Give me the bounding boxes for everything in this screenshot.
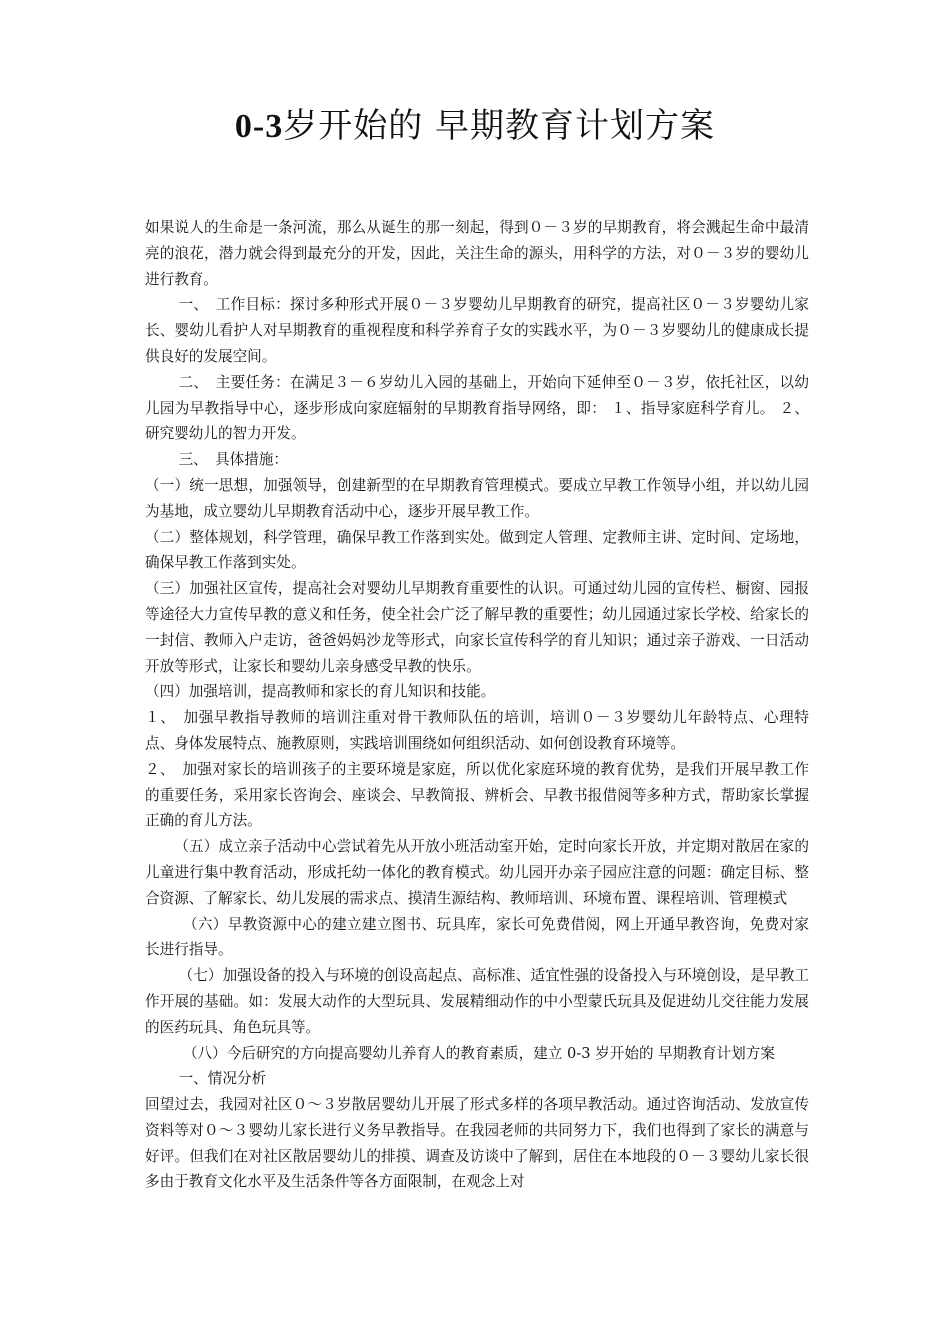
paragraph-training-1: １、 加强早教指导教师的培训注重对骨干教师队伍的培训，培训０－３岁婴幼儿年龄特点、心理特点、身体发展特点、施教原则，实践培训围绕如何组织活动、如何创设教育环境等。 <box>145 709 809 752</box>
paragraph-situation: 回望过去，我园对社区０～３岁散居婴幼儿开展了形式多样的各项早教活动。通过咨询活动、发放宣传资料等对０～３婴幼儿家长进行义务早教指导。在我园老师的共同努力下，我们也得到了家长的满意与好评。但我们在对社区散居婴幼儿的排摸、调查及访谈中了解到，居住在本地段的０－３婴幼儿家长很多由于教育文化水平及生活条件等各方面限制，在观念上对 <box>145 1096 809 1191</box>
document-title <box>0 104 950 149</box>
paragraph-measure-8: （八）今后研究的方向提高婴幼儿养育人的教育素质，建立 0-3 岁开始的 早期教育计划方案 <box>182 1044 775 1062</box>
paragraph-work-goal: 一、 工作目标：探讨多种形式开展０－３岁婴幼儿早期教育的研究，提高社区０－３岁婴幼儿家长、婴幼儿看护人对早期教育的重视程度和科学养育子女的实践水平，为０－３岁婴幼儿的健康成长提供良好的发展空间。 <box>145 296 809 365</box>
paragraph-measure-7: （七）加强设备的投入与环境的创设高起点、高标准、适宜性强的设备投入与环境创设，是早教工作开展的基础。如：发展大动作的大型玩具、发展精细动作的中小型蒙氏玩具及促进幼儿交往能力发展的医药玩具、角色玩具等。 <box>145 967 809 1036</box>
paragraph-measures-heading: 三、 具体措施： <box>178 451 289 469</box>
paragraph-measure-6: （六）早教资源中心的建立建立图书、玩具库，家长可免费借阅，网上开通早教咨询，免费对家长进行指导。 <box>145 915 809 959</box>
paragraph-main-task: 二、 主要任务：在满足３－６岁幼儿入园的基础上，开始向下延伸至０－３岁，依托社区，以幼儿园为早教指导中心，逐步形成向家庭辐射的早期教育指导网络，即： １、指导家庭科学育儿。 ２、研究婴幼儿的智力开发。 <box>145 373 809 443</box>
paragraph-measure-4: （四）加强培训，提高教师和家长的育儿知识和技能。 <box>145 683 496 701</box>
paragraph-situation-heading: 一、情况分析 <box>178 1070 267 1088</box>
title-number: 0-3 <box>234 108 284 145</box>
paragraph-measure-2: （二）整体规划，科学管理，确保早教工作落到实处。做到定人管理、定教师主讲、定时间、定场地，确保早教工作落到实处。 <box>145 528 809 572</box>
paragraph-intro: 如果说人的生命是一条河流，那么从诞生的那一刻起，得到０－３岁的早期教育，将会溅起生命中最清亮的浪花，潜力就会得到最充分的开发，因此，关注生命的源头，用科学的方法，对０－３岁的婴幼儿进行教育。 <box>145 219 809 288</box>
paragraph-measure-5: （五）成立亲子活动中心尝试着先从开放小班活动室开始，定时向家长开放，并定期对散居在家的儿童进行集中教育活动，形成托幼一体化的教育模式。幼儿园开办亲子园应注意的问题：确定目标、整合资源、了解家长、幼儿发展的需求点、摸清生源结构、教师培训、环境布置、课程培训、管理模式 <box>145 838 809 907</box>
title-text: 岁开始的 早期教育计划方案 <box>283 106 716 146</box>
paragraph-measure-3: （三）加强社区宣传，提高社会对婴幼儿早期教育重要性的认识。可通过幼儿园的宣传栏、橱窗、园报等途径大力宣传早教的意义和任务，使全社会广泛了解早教的重要性；幼儿园通过家长学校、给家长的一封信、教师入户走访，爸爸妈妈沙龙等形式，向家长宣传科学的育儿知识；通过亲子游戏、一日活动开放等形式，让家长和婴幼儿亲身感受早教的快乐。 <box>145 580 809 675</box>
paragraph-training-2: ２、 加强对家长的培训孩子的主要环境是家庭，所以优化家庭环境的教育优势，是我们开展早教工作的重要任务，采用家长咨询会、座谈会、早教简报、辨析会、早教书报借阅等多种方式，帮助家长掌握正确的育儿方法。 <box>145 760 809 830</box>
document-body <box>145 215 809 1195</box>
paragraph-measure-1: （一）统一思想，加强领导，创建新型的在早期教育管理模式。要成立早教工作领导小组，并以幼儿园为基地，成立婴幼儿早期教育活动中心，逐步开展早教工作。 <box>145 476 809 520</box>
